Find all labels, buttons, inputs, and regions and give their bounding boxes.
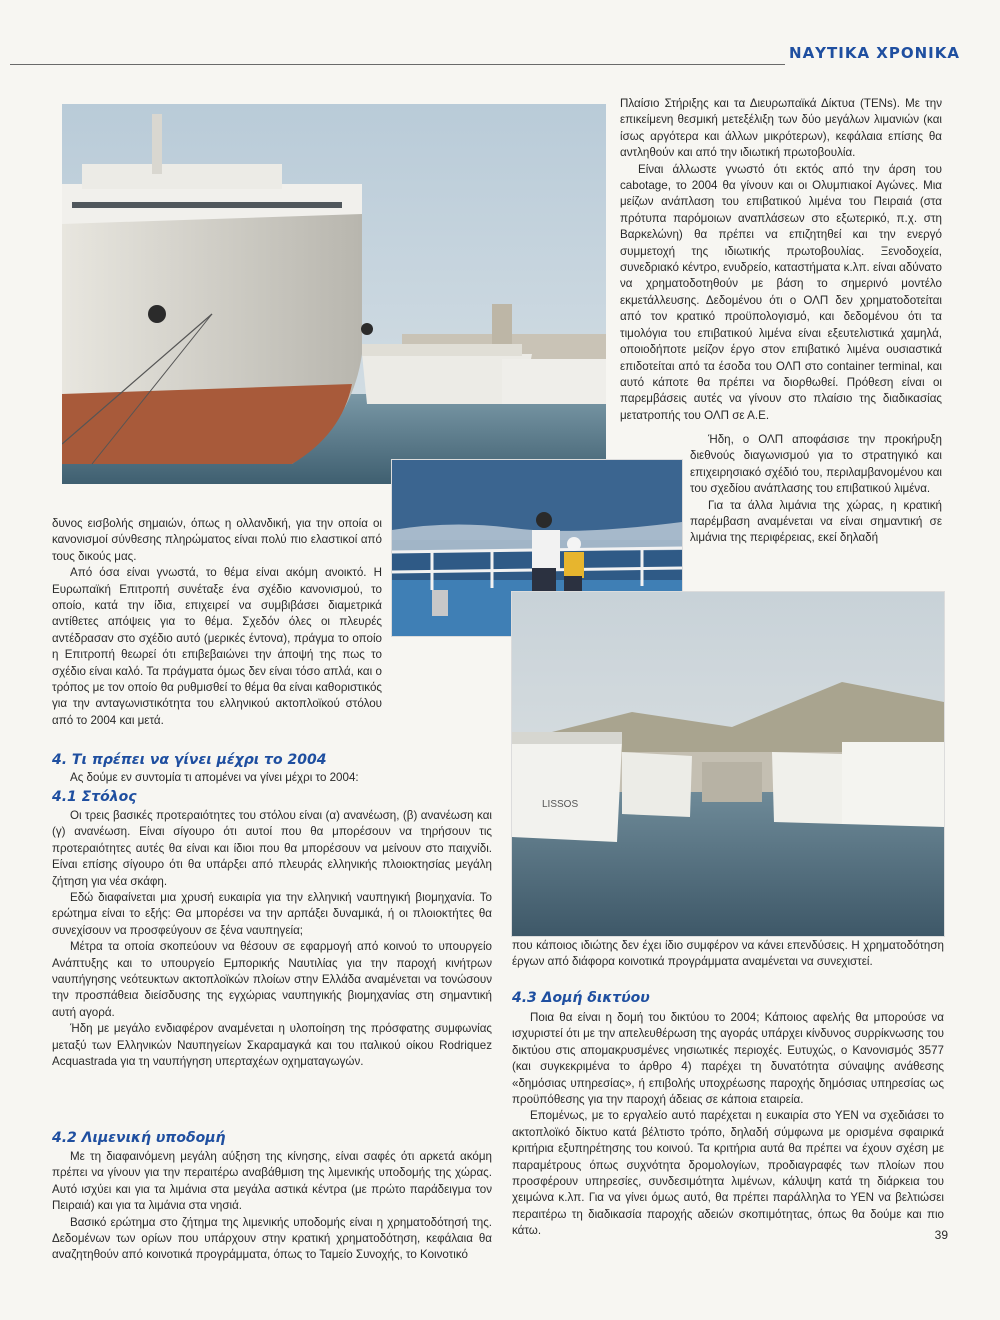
paragraph: Ας δούμε εν συντομία τι απομένει να γίνει μέχρι το 2004: [70,771,359,784]
paragraph: δυνος εισβολής σημαιών, όπως η ολλανδική, για την οποία οι κανονισμοί σύνθεσης πληρώματος είναι πολύ πιο ελαστικοί από τους δικούς μας. [52,517,382,563]
section-4-3-heading: 4.3 Δομή δικτύου [512,990,650,1006]
paragraph: Μέτρα τα οποία σκοπεύουν να θέσουν σε εφαρμογή από κοινού το υπουργείο Ανάπτυξης και το υπουργείο Εμπορικής Ναυτιλίας για την παροχή κινήτρων ναυπήγησης νεότευκτων ακτοπλοϊκών πλοίων στην Ελλάδα αναμένεται να τονώσουν την προσπάθεια διείσδυσης της εγχώριας ναυπηγικής βιομηχανίας στη σημαντική αυτή αγορά. [52,940,492,1019]
section-4-2-heading: 4.2 Λιμενική υποδομή [52,1130,226,1146]
paragraph: που κάποιος ιδιώτης δεν έχει ίδιο συμφέρον να κάνει επενδύσεις. Η χρηματοδότηση έργων από διάφορα κοινοτικά προγράμματα αναμένεται να συνεχιστεί. [512,939,944,969]
paragraph: Οι τρεις βασικές προτεραιότητες του στόλου είναι (α) ανανέωση, (β) ανανέωση και (γ) ανανέωση. Είναι σίγουρο ότι αυτοί που θα μπορέσουν να τηρήσουν τις προτεραιότητες αυτές θα είναι και ίδιοι που θα μπορέσουν να μείνουν στο παιχνίδι. Είναι επίσης σίγουρο ότι θα υπάρξει από πλευράς ελληνικής πλοιοκτησίας μεγάλη ζήτηση για νέα σκάφη. [52,809,492,888]
ship-bow-photo [62,104,606,484]
right-column-top [620,96,942,424]
paragraph: Από όσα είναι γνωστά, το θέμα είναι ακόμη ανοικτό. Η Ευρωπαϊκή Επιτροπή συνέταξε ένα σχέδιο κανονισμού, το οποίο, κατά την ίδια, επιχειρεί να συμβιβάσει διαμετρικά αντίθετες απόψεις για το θέμα. Σχεδόν όλες οι πλευρές αντέδρασαν στο σχέδιο αυτό (μερικές έντονα), πράγμα το οποίο η Επιτροπή θεωρεί ότι επιβεβαιώνει την άποψή της πως το σχέδιο είναι καλό. Τα πράγματα όμως δεν είναι τόσο απλά, και ο τρόπος με τον οποίο θα ρυθμισθεί το θέμα θα είναι καθοριστικός για την ανταγωνιστικότητα του ελληνικού ακτοπλοϊκού στόλου από το 2004 και μετά. [52,566,382,727]
paragraph: Πλαίσιο Στήριξης και τα Διευρωπαϊκά Δίκτυα (TENs). Με την επικείμενη θεσμική μετεξέλιξη των δύο μεγάλων λιμανιών (και ίσως αργότερα και άλλων μικρότερων), κεφάλαια επίσης θα αντληθούν και από την ιδιωτική πρωτοβουλία. [620,97,942,160]
paragraph: Είναι άλλωστε γνωστό ότι εκτός από την άρση του cabotage, το 2004 θα γίνουν και οι Ολυμπιακοί Αγώνες. Μια μείζων ανάπλαση του επιβατικού λιμένα του Πειραιά (στα πρότυπα παρόμοιων αναπλάσεων στο εξωτερικό, π.χ. στη Βαρκελώνη) θα πρέπει να επιζητηθεί και την ενεργό συμμετοχή της ιδιωτικής πρωτοβουλίας. Ξενοδοχεία, συνεδριακό κέντρο, ενυδρείο, καταστήματα κ.λπ. είναι αδύνατο να χρηματοδοτηθούν με βάση το σημερινό μοντέλο εκμετάλλευσης. Δεδομένου ότι ο ΟΛΠ δεν χρηματοδοτείται από τον κρατικό προϋπολογισμό, και δεδομένου ότι τα τιμολόγια του επιβατικού λιμένα είναι εξευτελιστικά χαμηλά, οποιοδήποτε μείζον έργο στον επιβατικό λιμένα ουσιαστικά επιδοτείται από τα έσοδα του ΟΛΠ στο container terminal, και αυτό κάποτε θα πρέπει να διορθωθεί. Πρόθεση είναι οι παρεμβάσεις αυτές να γίνουν στο πλαίσιο της διαδικασίας μετατροπής του ΟΛΠ σε Α.Ε. [620,162,942,422]
paragraph: Ποια θα είναι η δομή του δικτύου το 2004; Κάποιος αφελής θα μπορούσε να ισχυριστεί ότι με την απελευθέρωση της αγοράς υπάρχει κίνδυνος συρρίκνωσης του δικτύου στις απομακρυσμένες νησιωτικές περιοχές. Ευτυχώς, ο Κανονισμός 3577 (και συγκεκριμένα το άρθρο 4) παρέχει τη δυνατότητα σύναψης ανάθεσης «δημόσιας υπηρεσίας», ή επιβολής υποχρέωσης παροχής δημόσιας υπηρεσίας ως προϋπόθεσης για την παροχή άδειας σε κάποια εταιρεία. [512,1011,944,1107]
paragraph: Εδώ διαφαίνεται μια χρυσή ευκαιρία για την ελληνική ναυπηγική βιομηχανία. Το ερώτημα είναι το εξής: Θα μπορέσει να την αρπάξει δυναμικά, ή οι πλοιοκτήτες θα συνεχίσουν να προσφεύγουν σε ξένα ναυπηγεία; [52,891,492,937]
left-column-middle [52,516,382,729]
page-number: 39 [934,1228,948,1242]
paragraph: Ήδη, ο ΟΛΠ αποφάσισε την προκήρυξη διεθνούς διαγωνισμού για το στρατηγικό και επιχειρησιακό σχέδιό του, περιλαμβανομένου και του σχεδίου ανάπλασης του επιβατικού λιμένα. [690,433,942,496]
paragraph: Βασικό ερώτημα στο ζήτημα της λιμενικής υποδομής είναι η χρηματοδότησή της. Δεδομένων των ορίων που υπάρχουν στην κρατική χρηματοδότηση, κεφάλαια θα αναζητηθούν από κοινοτικά προγράμματα, όπως το Ταμείο Συνοχής, το Κοινοτικό [52,1215,492,1262]
paragraph: Με τη διαφαινόμενη μεγάλη αύξηση της κίνησης, είναι σαφές ότι αρκετά ακόμη πρέπει να γίνουν για την περαιτέρω αναβάθμιση της λιμενικής υποδομής της χώρας. Αυτό ισχύει και για τα λιμάνια στα μεγάλα αστικά κέντρα (με πρώτο παράδειγμα τον Πειραιά) και για τα λιμάνια στα νησιά. [52,1150,492,1213]
section-4-heading: 4. Τι πρέπει να γίνει μέχρι το 2004 [52,752,327,768]
paragraph: Για τα άλλα λιμάνια της χώρας, η κρατική παρέμβαση αναμένεται να είναι σημαντική σε λιμάνια της περιφέρειας, εκεί δηλαδή [690,498,942,545]
paragraph: Ήδη με μεγάλο ενδιαφέρον αναμένεται η υλοποίηση της πρόσφατης συμφωνίας μεταξύ των Ελληνικών Ναυπηγείων Σκαραμαγκά και του ιταλικού οίκου Rodriquez Acquastrada για τη ναυπήγηση υπερταχέων οχηματαγωγών. [52,1022,492,1069]
running-header: ΝΑΥΤΙΚΑ ΧΡΟΝΙΚΑ [789,44,960,62]
harbour-photo [512,592,944,936]
section-4-intro [52,770,492,786]
header-rule [10,64,785,65]
section-4-1-body [52,808,492,1071]
section-4-3-body [512,1010,944,1240]
section-4-2-body [52,1149,492,1264]
section-4-1-heading: 4.1 Στόλος [52,789,137,805]
right-column-top-2 [690,432,942,547]
ship-name-label: LISSOS [542,799,579,810]
paragraph: Επομένως, με το εργαλείο αυτό παρέχεται η ευκαιρία στο ΥΕΝ να σχεδιάσει το ακτοπλοϊκό δίκτυο κατά βέλτιστο τρόπο, δηλαδή σύμφωνα με ορισμένα σφαιρικά κριτήρια εξυπηρέτησης του κοινού. Τα κριτήρια αυτά θα πρέπει να έχουν σχέση με παραμέτρους όπως συχνότητα δρομολογίων, προδιαγραφές των πλοίων που προσφέρουν υπηρεσίες, συνδεσιμότητα λιμένων, κάλυψη κατά τη διάρκεια του χειμώνα κ.λπ. Για να γίνει όμως αυτό, θα πρέπει παράλληλα το ΥΕΝ να βελτιώσει περαιτέρω τη διαδικασία παροχής αδειών σκοπιμότητας, όπως θα δούμε και πιο κάτω. [512,1109,944,1238]
right-column-bottom-intro [512,938,944,971]
